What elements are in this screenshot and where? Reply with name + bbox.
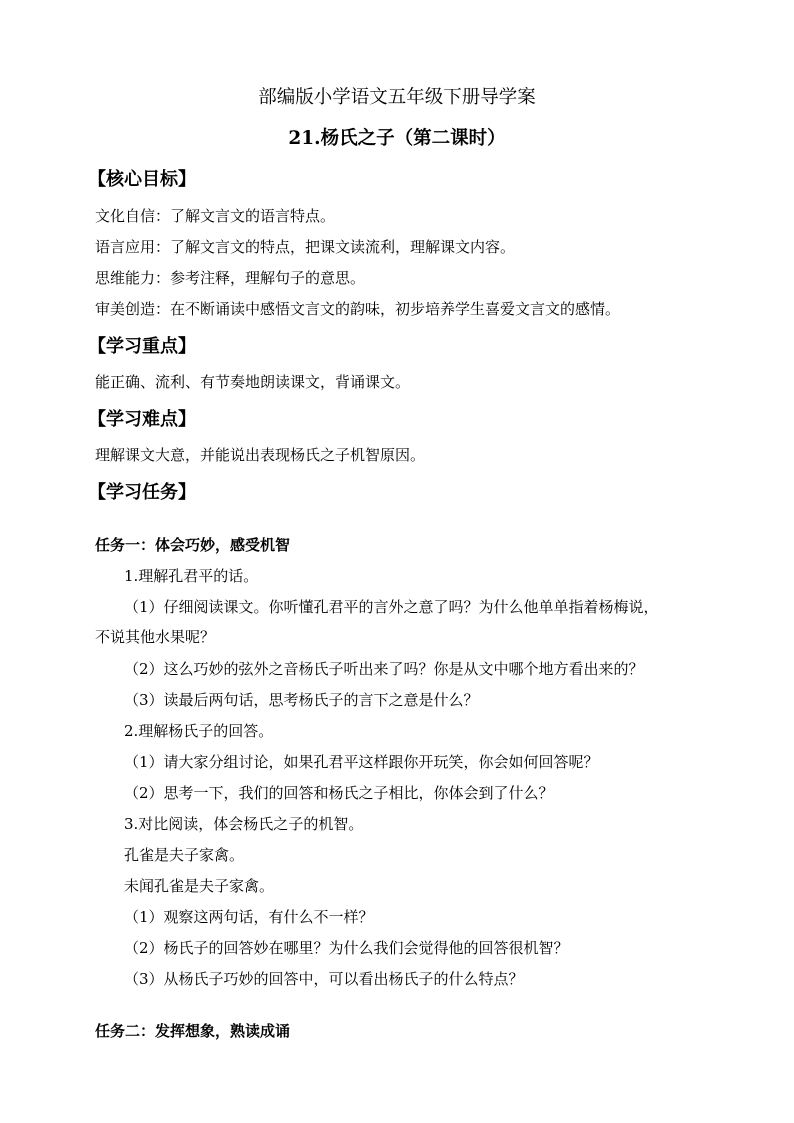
- task-line: 孔雀是夫子家禽。: [124, 846, 245, 864]
- task-line: 3.对比阅读，体会杨氏之子的机智。: [124, 815, 364, 833]
- task-title: 任务一：体会巧妙，感受机智: [95, 536, 291, 554]
- task-line: （1）请大家分组讨论，如果孔君平这样跟你开玩笑，你会如何回答呢？: [124, 753, 599, 771]
- section-heading-tasks: 【学习任务】: [88, 482, 196, 503]
- section-heading-goals: 【核心目标】: [88, 169, 196, 190]
- task-line: （3）从杨氏子巧妙的回答中，可以看出杨氏子的什么特点？: [124, 970, 524, 988]
- section-heading-difficulty: 【学习难点】: [88, 409, 196, 430]
- goal-item: 语言应用：了解文言文的特点，把课文读流利，理解课文内容。: [95, 238, 516, 256]
- task-line: （2）这么巧妙的弦外之音杨氏子听出来了吗？你是从文中哪个地方看出来的？: [124, 660, 644, 678]
- task-line: 2.理解杨氏子的回答。: [124, 722, 274, 740]
- task-line: （2）杨氏子的回答妙在哪里？为什么我们会觉得他的回答很机智？: [124, 939, 569, 957]
- task-line: （2）思考一下，我们的回答和杨氏之子相比，你体会到了什么？: [124, 784, 554, 802]
- section-heading-focus: 【学习重点】: [88, 336, 196, 357]
- goal-item: 审美创造：在不断诵读中感悟文言文的韵味，初步培养学生喜爱文言文的感情。: [95, 300, 621, 318]
- task-line: 不说其他水果呢？: [95, 628, 216, 646]
- task-line: 未闻孔雀是夫子家禽。: [124, 877, 275, 895]
- task-line: （3）读最后两句话，思考杨氏子的言下之意是什么？: [124, 691, 479, 709]
- focus-text: 能正确、流利、有节奏地朗读课文，背诵课文。: [95, 373, 411, 391]
- goal-item: 文化自信：了解文言文的语言特点。: [95, 207, 336, 225]
- task-line: （1）仔细阅读课文。你听懂孔君平的言外之意了吗？为什么他单单指着杨梅说，: [124, 598, 659, 616]
- goal-item: 思维能力：参考注释，理解句子的意思。: [95, 269, 366, 287]
- task-title: 任务二：发挥想象，熟读成诵: [95, 1022, 291, 1040]
- lesson-title: 21.杨氏之子（第二课时）: [288, 128, 506, 149]
- task-line: 1.理解孔君平的话。: [124, 567, 259, 585]
- difficulty-text: 理解课文大意，并能说出表现杨氏之子机智原因。: [95, 446, 426, 464]
- document-title: 部编版小学语文五年级下册导学案: [258, 87, 536, 108]
- task-line: （1）观察这两句话，有什么不一样？: [124, 908, 374, 926]
